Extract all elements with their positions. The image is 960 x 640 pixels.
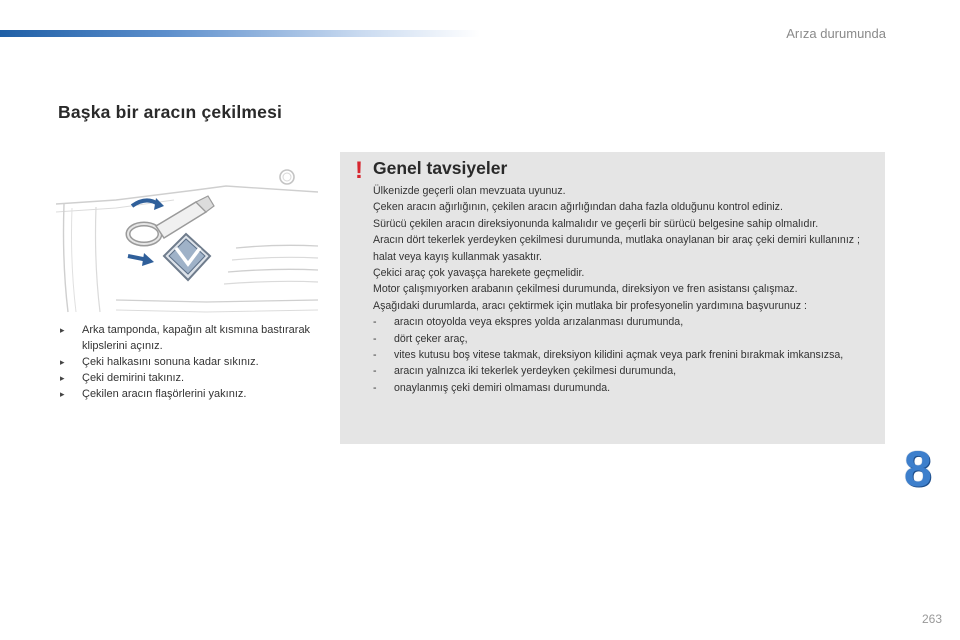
condition-item	[373, 363, 878, 379]
list-item	[60, 370, 320, 386]
condition-text: dört çeker araç,	[394, 332, 468, 345]
chapter-number: 8	[904, 441, 932, 497]
step-text: Arka tamponda, kapağın alt kısmına bastırarak klipslerini açınız.	[82, 324, 311, 352]
step-list	[60, 322, 320, 402]
step-text: Çeki demirini takınız.	[82, 372, 185, 384]
arrow-right-icon: ▸	[60, 325, 65, 335]
towing-eye-illustration	[56, 152, 318, 315]
bumper-tow-hook-drawing	[56, 152, 318, 315]
advice-paragraph: Aşağıdaki durumlarda, aracı çektirmek için mutlaka bir profesyonelin yardımına başvurunuz :	[373, 299, 807, 312]
step-text: Çeki halkasını sonuna kadar sıkınız.	[82, 356, 259, 368]
arrow-right-icon: ▸	[60, 357, 65, 367]
arrow-right-icon: ▸	[60, 373, 65, 383]
header-accent-bar	[0, 30, 480, 37]
condition-item	[373, 347, 878, 363]
condition-item	[373, 380, 878, 396]
advice-paragraph: Çekici araç çok yavaşça harekete geçmelidir.	[373, 267, 585, 280]
condition-item	[373, 331, 878, 347]
general-advice-box	[340, 152, 885, 444]
dash-marker: -	[373, 365, 377, 378]
list-item	[60, 354, 320, 370]
condition-text: aracın otoyolda veya ekspres yolda arızalanması durumunda,	[394, 316, 684, 329]
list-item	[60, 322, 320, 354]
condition-item	[373, 314, 878, 330]
advice-paragraph: Sürücü çekilen aracın direksiyonunda kalmalıdır ve geçerli bir sürücü belgesine sahip olmalıdır.	[373, 217, 819, 230]
condition-text: vites kutusu boş vitese takmak, direksiyon kilidini açmak veya park frenini bırakmak imkansızsa,	[394, 349, 844, 362]
dash-marker: -	[373, 332, 377, 345]
condition-text: aracın yalnızca iki tekerlek yerdeyken çekilmesi durumunda,	[394, 365, 677, 378]
advice-paragraph: Çeken aracın ağırlığının, çekilen aracın ağırlığından daha fazla olduğunu kontrol ediniz.	[373, 201, 783, 214]
advice-body	[373, 183, 878, 396]
condition-text: onaylanmış çeki demiri olmaması durumunda.	[394, 381, 611, 394]
dash-marker: -	[373, 381, 377, 394]
dash-marker: -	[373, 349, 377, 362]
advice-title: Genel tavsiyeler	[373, 158, 508, 178]
section-title: Arıza durumunda	[786, 26, 886, 41]
step-text: Çekilen aracın flaşörlerini yakınız.	[82, 388, 247, 400]
dash-marker: -	[373, 316, 377, 329]
arrow-right-icon: ▸	[60, 389, 65, 399]
advice-paragraph: Ülkenizde geçerli olan mevzuata uyunuz.	[373, 185, 566, 197]
exclamation-icon: !	[355, 157, 363, 184]
list-item	[60, 386, 320, 402]
page-number: 263	[921, 612, 942, 626]
advice-paragraph: Motor çalışmıyorken arabanın çekilmesi durumunda, direksiyon ve fren asistansı çalışmaz.	[373, 283, 798, 296]
page-title: Başka bir aracın çekilmesi	[58, 102, 283, 122]
advice-paragraph: Aracın dört tekerlek yerdeyken çekilmesi durumunda, mutlaka onaylanan bir araç çeki demiri kullanınız ; halat veya kayış kullanmak yasaktır.	[373, 234, 860, 263]
